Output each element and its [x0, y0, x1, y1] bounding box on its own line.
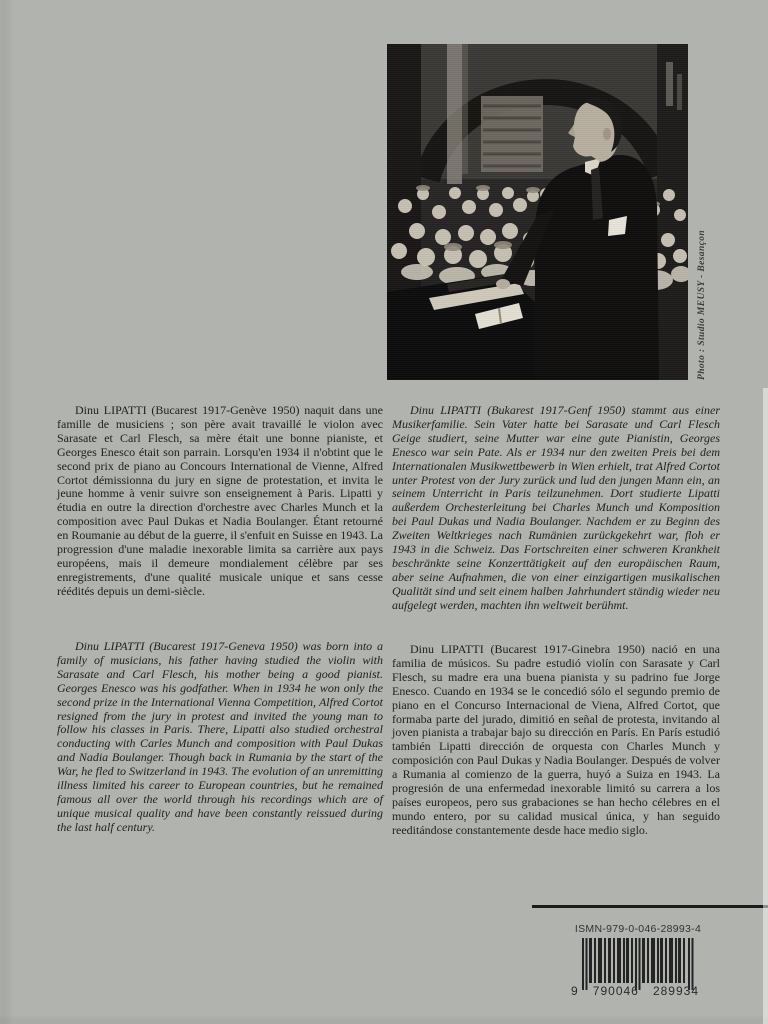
- barcode-digits: [571, 984, 699, 998]
- barcode-group-2: 289934: [652, 984, 699, 998]
- barcode-digit-left: 9: [571, 984, 579, 998]
- left-text-column: [57, 404, 383, 874]
- biography-german: Dinu LIPATTI (Bukarest 1917-Genf 1950) stammt aus einer Musikerfamilie. Sein Vater hatte bei Sarasate und Carl Flesch Geige studiert, seine Mutter war eine gute Pianistin, Georges Enesco war sein Pate. Als er 1934 nur den zweiten Preis bei dem Internationalen Musikwettbewerb in Wien erhielt, trat Alfred Cortot unter Protest von der Jury zurück und lud den jungen Mann ein, an seinem Unterricht in Paris teilzunehmen. Dort studierte Lipatti außerdem Orchesterleitung bei Charles Munch und Komposition bei Paul Dukas und Nadia Boulanger. Nachdem er zu Beginn des Zweiten Weltkrieges nach Rumänien zurückgekehrt war, floh er 1943 in die Schweiz. Das Fortschreiten einer schweren Krankheit beschränkte seine Konzerttätigkeit auf den europäischen Raum, aber seine Aufnahmen, die von einer einzigartigen musikalischen Qualität sind und seit einem halben Jahrhundert ständig wieder neu aufgelegt werden, machten ihn weltweit berühmt.: [392, 403, 720, 612]
- barcode-group-1: 790046: [592, 984, 639, 998]
- lipatti-photo-illustration: [387, 44, 688, 380]
- biography-english: Dinu LIPATTI (Bucarest 1917-Geneva 1950) was born into a family of musicians, his father having studied the violin with Sarasate and Carl Flesch, his mother being a good pianist. Georges Enesco was his godfather. When in 1934 he won only the second prize in the International Vienna Competition, Alfred Cortot resigned from the jury in protest and invited the young man to follow his classes in Paris. There, Lipatti also studied orchestral conducting with Carles Munch and composition with Paul Dukas and Nadia Boulanger. Though back in Rumania by the start of the War, he fled to Switzerland in 1943. The evolution of an unremitting illness limited his career to European countries, but he remained famous all over the world through his recordings which are of unique musical quality and have been constantly reissued during the last half century.: [57, 639, 383, 834]
- biography-spanish: Dinu LIPATTI (Bucarest 1917-Ginebra 1950) nació en una familia de músicos. Su padre estudió violín con Sarasate y Carl Flesch, su madre era una buena pianista y su padrino fue Jorge Enesco. Cuando en 1934 se le concedió sólo el segundo premio de piano en el Concurso Internacional de Viena, Alfred Cortot, que formaba parte del jurado, dimitió en señal de protesta, invitando al joven pianista a trabajar bajo su dirección en París. En París estudió también Lipatti dirección de orquesta con Charles Munch y composición con Paul Dukas y Nadia Boulanger. Después de volver a Rumania al comienzo de la guerra, huyó a Suiza en 1943. La progresión de una enfermedad inexorable limitó su carrera a los países europeos, pero sus grabaciones se han hecho célebres en el mundo entero, por su calidad musical única, y han seguido reeditándose constantemente desde hace medio siglo.: [392, 642, 720, 837]
- footer-divider-line: [532, 905, 768, 908]
- photo-credit: Photo : Studio MEUSY - Besançon: [697, 229, 707, 380]
- ismn-number: ISMN-979-0-046-28993-4: [574, 923, 702, 935]
- right-text-column: [392, 404, 720, 874]
- ean-barcode: [582, 938, 694, 990]
- barcode-bars: [582, 938, 694, 990]
- lipatti-photo: [387, 44, 688, 380]
- page-edge-highlight: [763, 388, 768, 1024]
- biography-french: Dinu LIPATTI (Bucarest 1917-Genève 1950) naquit dans une famille de musiciens ; son père avait travaillé le violon avec Sarasate et Carl Flesch, sa mère était une bonne pianiste, et Georges Enesco était son parrain. Lorsqu'en 1934 il n'obtint que le second prix de piano au Concours International de Vienne, Alfred Cortot démissionna du jury en signe de protestation, et invita le jeune homme à venir suivre son enseignement à Paris. Lipatti y étudia en outre la direction d'orchestre avec Charles Munch et la composition avec Paul Dukas et Nadia Boulanger. Étant retourné en Roumanie au début de la guerre, il s'enfuit en Suisse en 1943. La progression d'une maladie inexorable limita sa carrière aux pays européens, mais il demeure mondialement célèbre par ses enregistrements, d'une qualité musicale unique et sans cesse réédités depuis un demi-siècle.: [57, 403, 383, 598]
